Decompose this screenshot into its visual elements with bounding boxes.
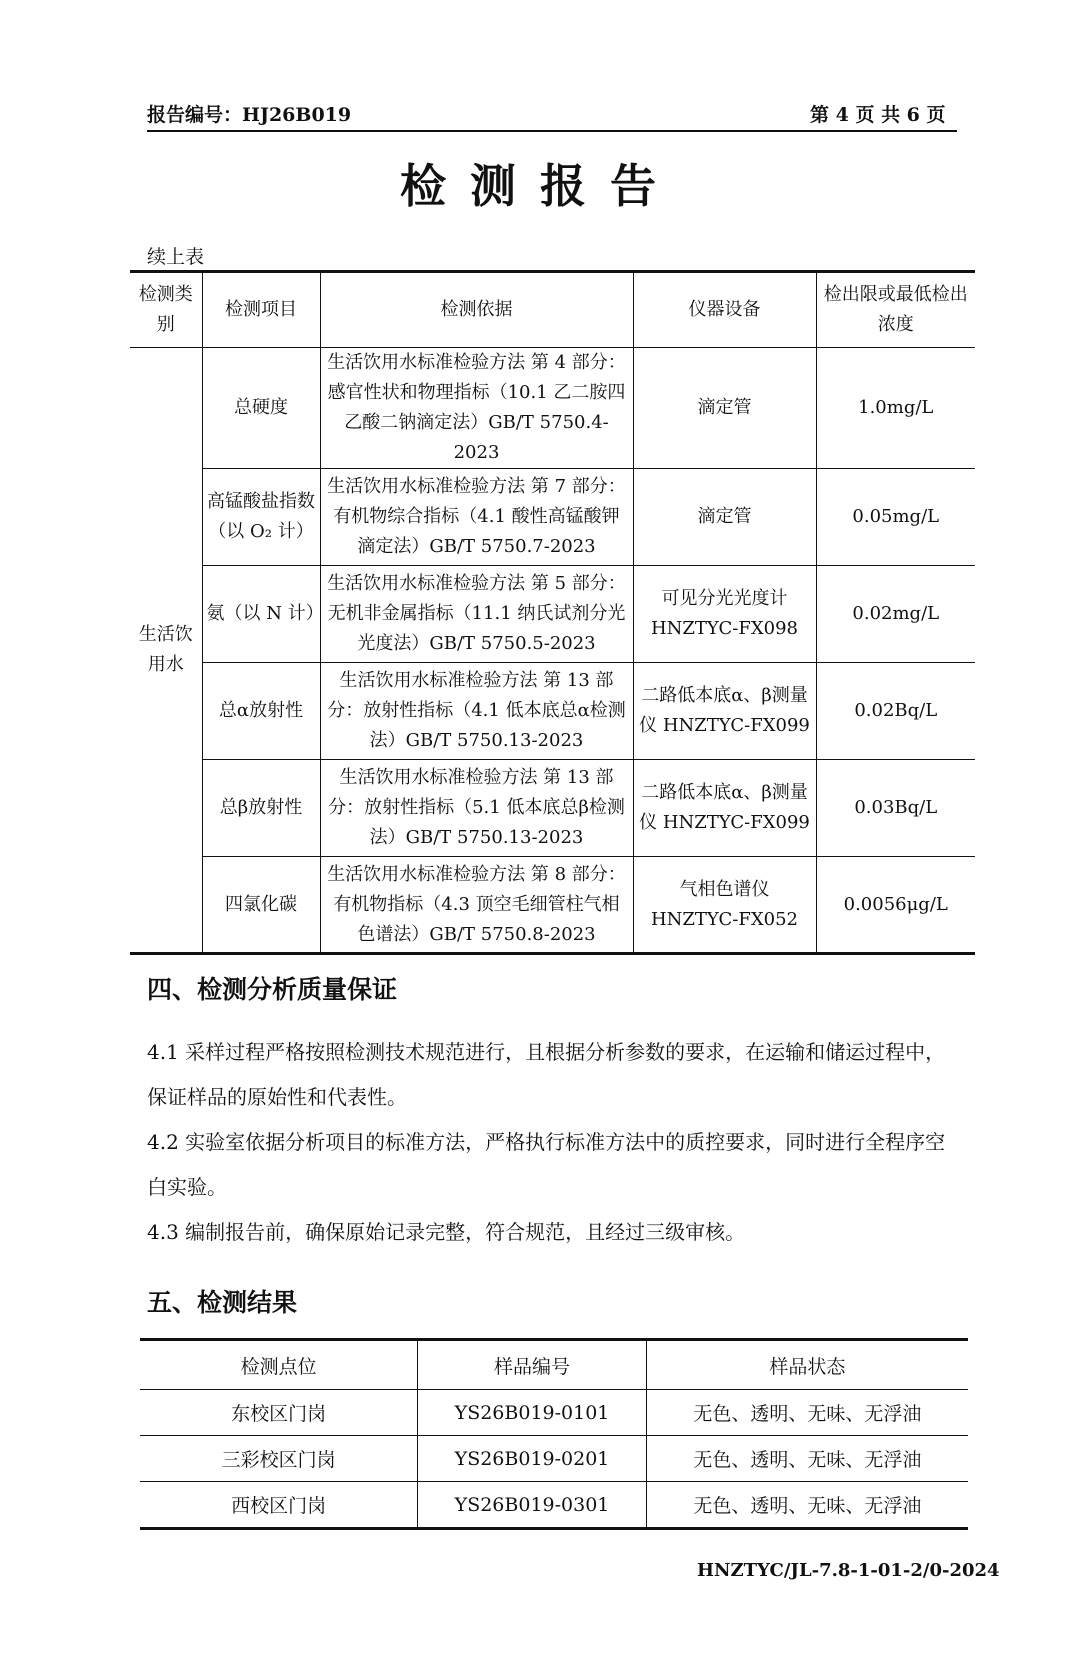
page-info: 第 4 页 共 6 页 — [810, 104, 946, 126]
report-title: 检测报告 — [400, 159, 680, 213]
sample-id-cell: YS26B019-0201 — [418, 1436, 647, 1482]
header-category: 检测类别 — [130, 272, 202, 348]
sample-id-cell: YS26B019-0101 — [418, 1390, 647, 1436]
location-cell: 东校区门岗 — [140, 1390, 418, 1436]
table-row — [130, 348, 975, 469]
basis-cell: 生活饮用水标准检验方法 第 7 部分：有机物综合指标（4.1 酸性高锰酸钾滴定法）GB/T 5750.7-2023 — [320, 469, 633, 566]
item-cell: 总β放射性 — [202, 760, 320, 857]
header-location: 检测点位 — [140, 1340, 418, 1390]
table-row — [130, 566, 975, 663]
table-row — [140, 1436, 968, 1482]
header-sample-id: 样品编号 — [418, 1340, 647, 1390]
basis-cell: 生活饮用水标准检验方法 第 13 部分：放射性指标（5.1 低本底总β检测法）GB/T 5750.13-2023 — [320, 760, 633, 857]
sample-id-cell: YS26B019-0301 — [418, 1482, 647, 1529]
category-cell: 生活饮用水 — [130, 348, 202, 954]
report-number: 报告编号：HJ26B019 — [147, 104, 352, 126]
limit-cell: 1.0mg/L — [816, 348, 975, 469]
test-method-table — [130, 270, 975, 955]
sample-state-cell: 无色、透明、无味、无浮油 — [646, 1390, 968, 1436]
qa-item-3: 4.3 编制报告前，确保原始记录完整，符合规范，且经过三级审核。 — [147, 1220, 746, 1244]
basis-cell: 生活饮用水标准检验方法 第 5 部分：无机非金属指标（11.1 纳氏试剂分光光度法）GB/T 5750.5-2023 — [320, 566, 633, 663]
header-instrument: 仪器设备 — [633, 272, 816, 348]
instrument-cell: 可见分光光度计 HNZTYC-FX098 — [633, 566, 816, 663]
limit-cell: 0.0056μg/L — [816, 857, 975, 954]
header-item: 检测项目 — [202, 272, 320, 348]
qa-item-1: 4.1 采样过程严格按照检测技术规范进行，且根据分析参数的要求，在运输和储运过程中，保证样品的原始性和代表性。 — [147, 1040, 946, 1109]
continued-label: 续上表 — [147, 246, 205, 268]
sample-state-cell: 无色、透明、无味、无浮油 — [646, 1436, 968, 1482]
item-cell: 总硬度 — [202, 348, 320, 469]
limit-cell: 0.02mg/L — [816, 566, 975, 663]
instrument-cell: 二路低本底α、β测量仪 HNZTYC-FX099 — [633, 663, 816, 760]
basis-cell: 生活饮用水标准检验方法 第 13 部分：放射性指标（4.1 低本底总α检测法）GB/T 5750.13-2023 — [320, 663, 633, 760]
location-cell: 西校区门岗 — [140, 1482, 418, 1529]
location-cell: 三彩校区门岗 — [140, 1436, 418, 1482]
instrument-cell: 气相色谱仪 HNZTYC-FX052 — [633, 857, 816, 954]
limit-cell: 0.05mg/L — [816, 469, 975, 566]
limit-cell: 0.03Bq/L — [816, 760, 975, 857]
basis-cell: 生活饮用水标准检验方法 第 4 部分：感官性状和物理指标（10.1 乙二胺四乙酸二钠滴定法）GB/T 5750.4-2023 — [320, 348, 633, 469]
basis-cell: 生活饮用水标准检验方法 第 8 部分：有机物指标（4.3 顶空毛细管柱气相色谱法）GB/T 5750.8-2023 — [320, 857, 633, 954]
header-limit: 检出限或最低检出浓度 — [816, 272, 975, 348]
instrument-cell: 滴定管 — [633, 469, 816, 566]
limit-cell: 0.02Bq/L — [816, 663, 975, 760]
table-row — [130, 663, 975, 760]
header-sample-state: 样品状态 — [646, 1340, 968, 1390]
item-cell: 氨（以 N 计） — [202, 566, 320, 663]
qa-item-2: 4.2 实验室依据分析项目的标准方法，严格执行标准方法中的质控要求，同时进行全程序空白实验。 — [147, 1130, 946, 1199]
table-header-row — [130, 272, 975, 348]
document-code: HNZTYC/JL-7.8-1-01-2/0-2024 — [697, 1560, 1000, 1581]
table-row — [130, 469, 975, 566]
sample-state-cell: 无色、透明、无味、无浮油 — [646, 1482, 968, 1529]
item-cell: 总α放射性 — [202, 663, 320, 760]
table-row — [140, 1482, 968, 1529]
section5-title: 五、检测结果 — [147, 1288, 298, 1317]
table-row — [130, 857, 975, 954]
table-row — [140, 1390, 968, 1436]
results-header-row — [140, 1340, 968, 1390]
instrument-cell: 二路低本底α、β测量仪 HNZTYC-FX099 — [633, 760, 816, 857]
header-basis: 检测依据 — [320, 272, 633, 348]
header-divider — [147, 130, 957, 132]
table-row — [130, 760, 975, 857]
item-cell: 高锰酸盐指数（以 O₂ 计） — [202, 469, 320, 566]
section4-title: 四、检测分析质量保证 — [147, 975, 398, 1004]
item-cell: 四氯化碳 — [202, 857, 320, 954]
instrument-cell: 滴定管 — [633, 348, 816, 469]
results-table — [140, 1338, 968, 1530]
